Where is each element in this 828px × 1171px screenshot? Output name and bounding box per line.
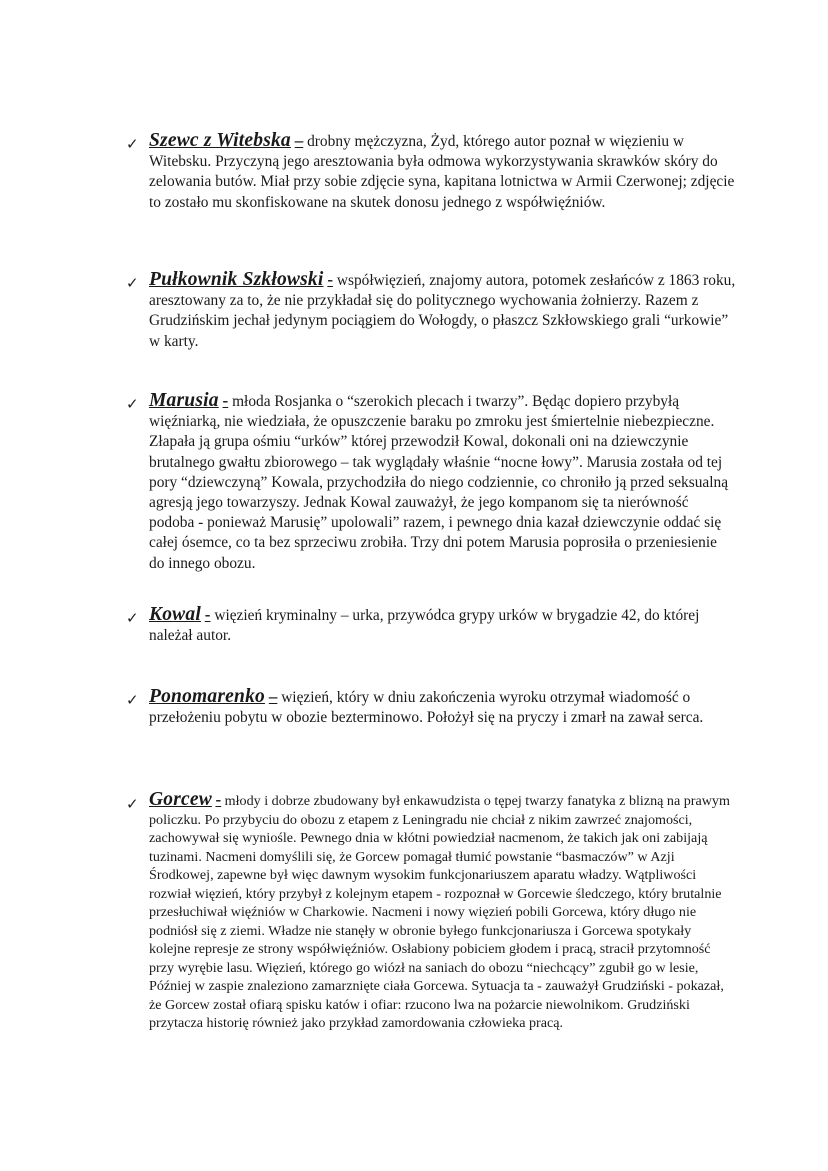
- character-description: młoda Rosjanka o “szerokich plecach i twarzy”. Będąc dopiero przybyłą więźniarką, nie wiedziała, że opuszczenie baraku po zmroku jest śmiertelnie niebezpieczne. Złapała ją grupa ośmiu “urków” której przewodził Kowal, dokonali oni na dziewczynie brutalnego gwałtu zbiorowego – tak wyglądały właśnie “nocne łowy”. Marusia została od tej pory “dziewczyną” Kowala, przychodziła do niego codziennie, co chroniło ją przed seksualną agresją jego towarzyszy. Jednak Kowal zauważył, że jego kompanom się ta nierówność podoba - ponieważ Marusię” upolowali” razem, i pewnego dnia kazał dziewczynie oddać się całej ósemce, co ta bez sprzeciwu zrobiła. Trzy dni potem Marusia poprosiła o przeniesienie do innego obozu.: [149, 393, 729, 572]
- character-description: więzień kryminalny – urka, przywódca grypy urków w brygadzie 42, do której należał autor.: [149, 607, 700, 645]
- character-name: Szewc z Witebska: [149, 130, 291, 151]
- character-name: Kowal: [149, 604, 201, 625]
- name-separator: -: [204, 605, 211, 624]
- list-item-szewc-z-witebska: [126, 131, 736, 213]
- name-separator: -: [222, 391, 229, 410]
- list-item-pulkownik-szklowski: [126, 270, 736, 352]
- name-separator: -: [327, 270, 334, 289]
- list-item-ponomarenko: [126, 687, 736, 728]
- character-description: współwięzień, znajomy autora, potomek zesłańców z 1863 roku, aresztowany za to, że nie przykładał się do politycznego wychowania żołnierzy. Razem z Grudzińskim jechał jedynym pociągiem do Wołogdy, o płaszcz Szkłowskiego grali “urkowie” w karty.: [149, 272, 736, 350]
- list-item-marusia: [126, 391, 736, 574]
- checkmark-icon: ✓: [126, 135, 139, 153]
- character-description: młody i dobrze zbudowany był enkawudzista o tępej twarzy fanatyka z blizną na prawym policzku. Po przybyciu do obozu z etapem z Leningradu nie chciał z nikim zawrzeć znajomości, zachowywał się wyniośle. Pewnego dnia w kłótni powiedział nacmenom, że takich jak oni zabijają tuzinami. Nacmeni domyślili się, że Gorcew pomagał tłumić powstanie “basmaczów” w Azji Środkowej, zapewne był więc dawnym wysokim funkcjonariuszem aparatu władzy. Wątpliwości rozwiał więzień, który przybył z kolejnym etapem - rozpoznał w Gorcewie śledczego, który brutalnie przesłuchiwał więźniów w Charkowie. Nacmeni i nowy więzień pobili Gorcewa, który długo nie podniósł się z ziemi. Władze nie stanęły w obronie byłego funkcjonariusza i Gorcewa spotykały kolejne represje ze strony współwięźniów. Osłabiony pobiciem głodem i pracą, stracił przytomność przy wyrębie lasu. Więzień, którego go wiózł na saniach do obozu “niechcący” zgubił go w lesie, Później w zaspie znaleziono zamarznięte ciała Gorcewa. Sytuacja ta - zauważył Grudziński - pokazał, że Gorcew został ofiarą spisku katów i ofiar: rzucono lwa na pożarcie niewolnikom. Grudziński przytacza historię również jako przykład zamordowania człowieka pracą.: [149, 793, 730, 1031]
- entry-text: [149, 131, 736, 213]
- character-name: Gorcew: [149, 789, 212, 810]
- entry-text: [149, 791, 736, 1033]
- checkmark-icon: ✓: [126, 274, 139, 292]
- checkmark-icon: ✓: [126, 691, 139, 709]
- character-description: więzień, który w dniu zakończenia wyroku otrzymał wiadomość o przełożeniu pobytu w obozie bezterminowo. Położył się na pryczy i zmarł na zawał serca.: [149, 689, 704, 727]
- entry-text: [149, 270, 736, 352]
- character-description: drobny mężczyzna, Żyd, którego autor poznał w więzieniu w Witebsku. Przyczyną jego aresztowania była odmowa wykorzystywania skrawków skóry do zelowania butów. Miał przy sobie zdjęcie syna, kapitana lotnictwa w Armii Czerwonej; zdjęcie to zostało mu skonfiskowane na skutek donosu jednego z współwięźniów.: [149, 133, 735, 211]
- list-item-kowal: [126, 605, 736, 646]
- checkmark-icon: ✓: [126, 395, 139, 413]
- name-separator: -: [215, 790, 222, 809]
- list-item-gorcew: [126, 791, 736, 1033]
- character-name: Ponomarenko: [149, 686, 265, 707]
- name-separator: –: [268, 687, 278, 706]
- entry-text: [149, 605, 736, 646]
- character-name: Marusia: [149, 390, 219, 411]
- character-name: Pułkownik Szkłowski: [149, 269, 324, 290]
- checkmark-icon: ✓: [126, 795, 139, 813]
- checkmark-icon: ✓: [126, 609, 139, 627]
- entry-text: [149, 687, 736, 728]
- entry-text: [149, 391, 736, 574]
- name-separator: –: [294, 131, 304, 150]
